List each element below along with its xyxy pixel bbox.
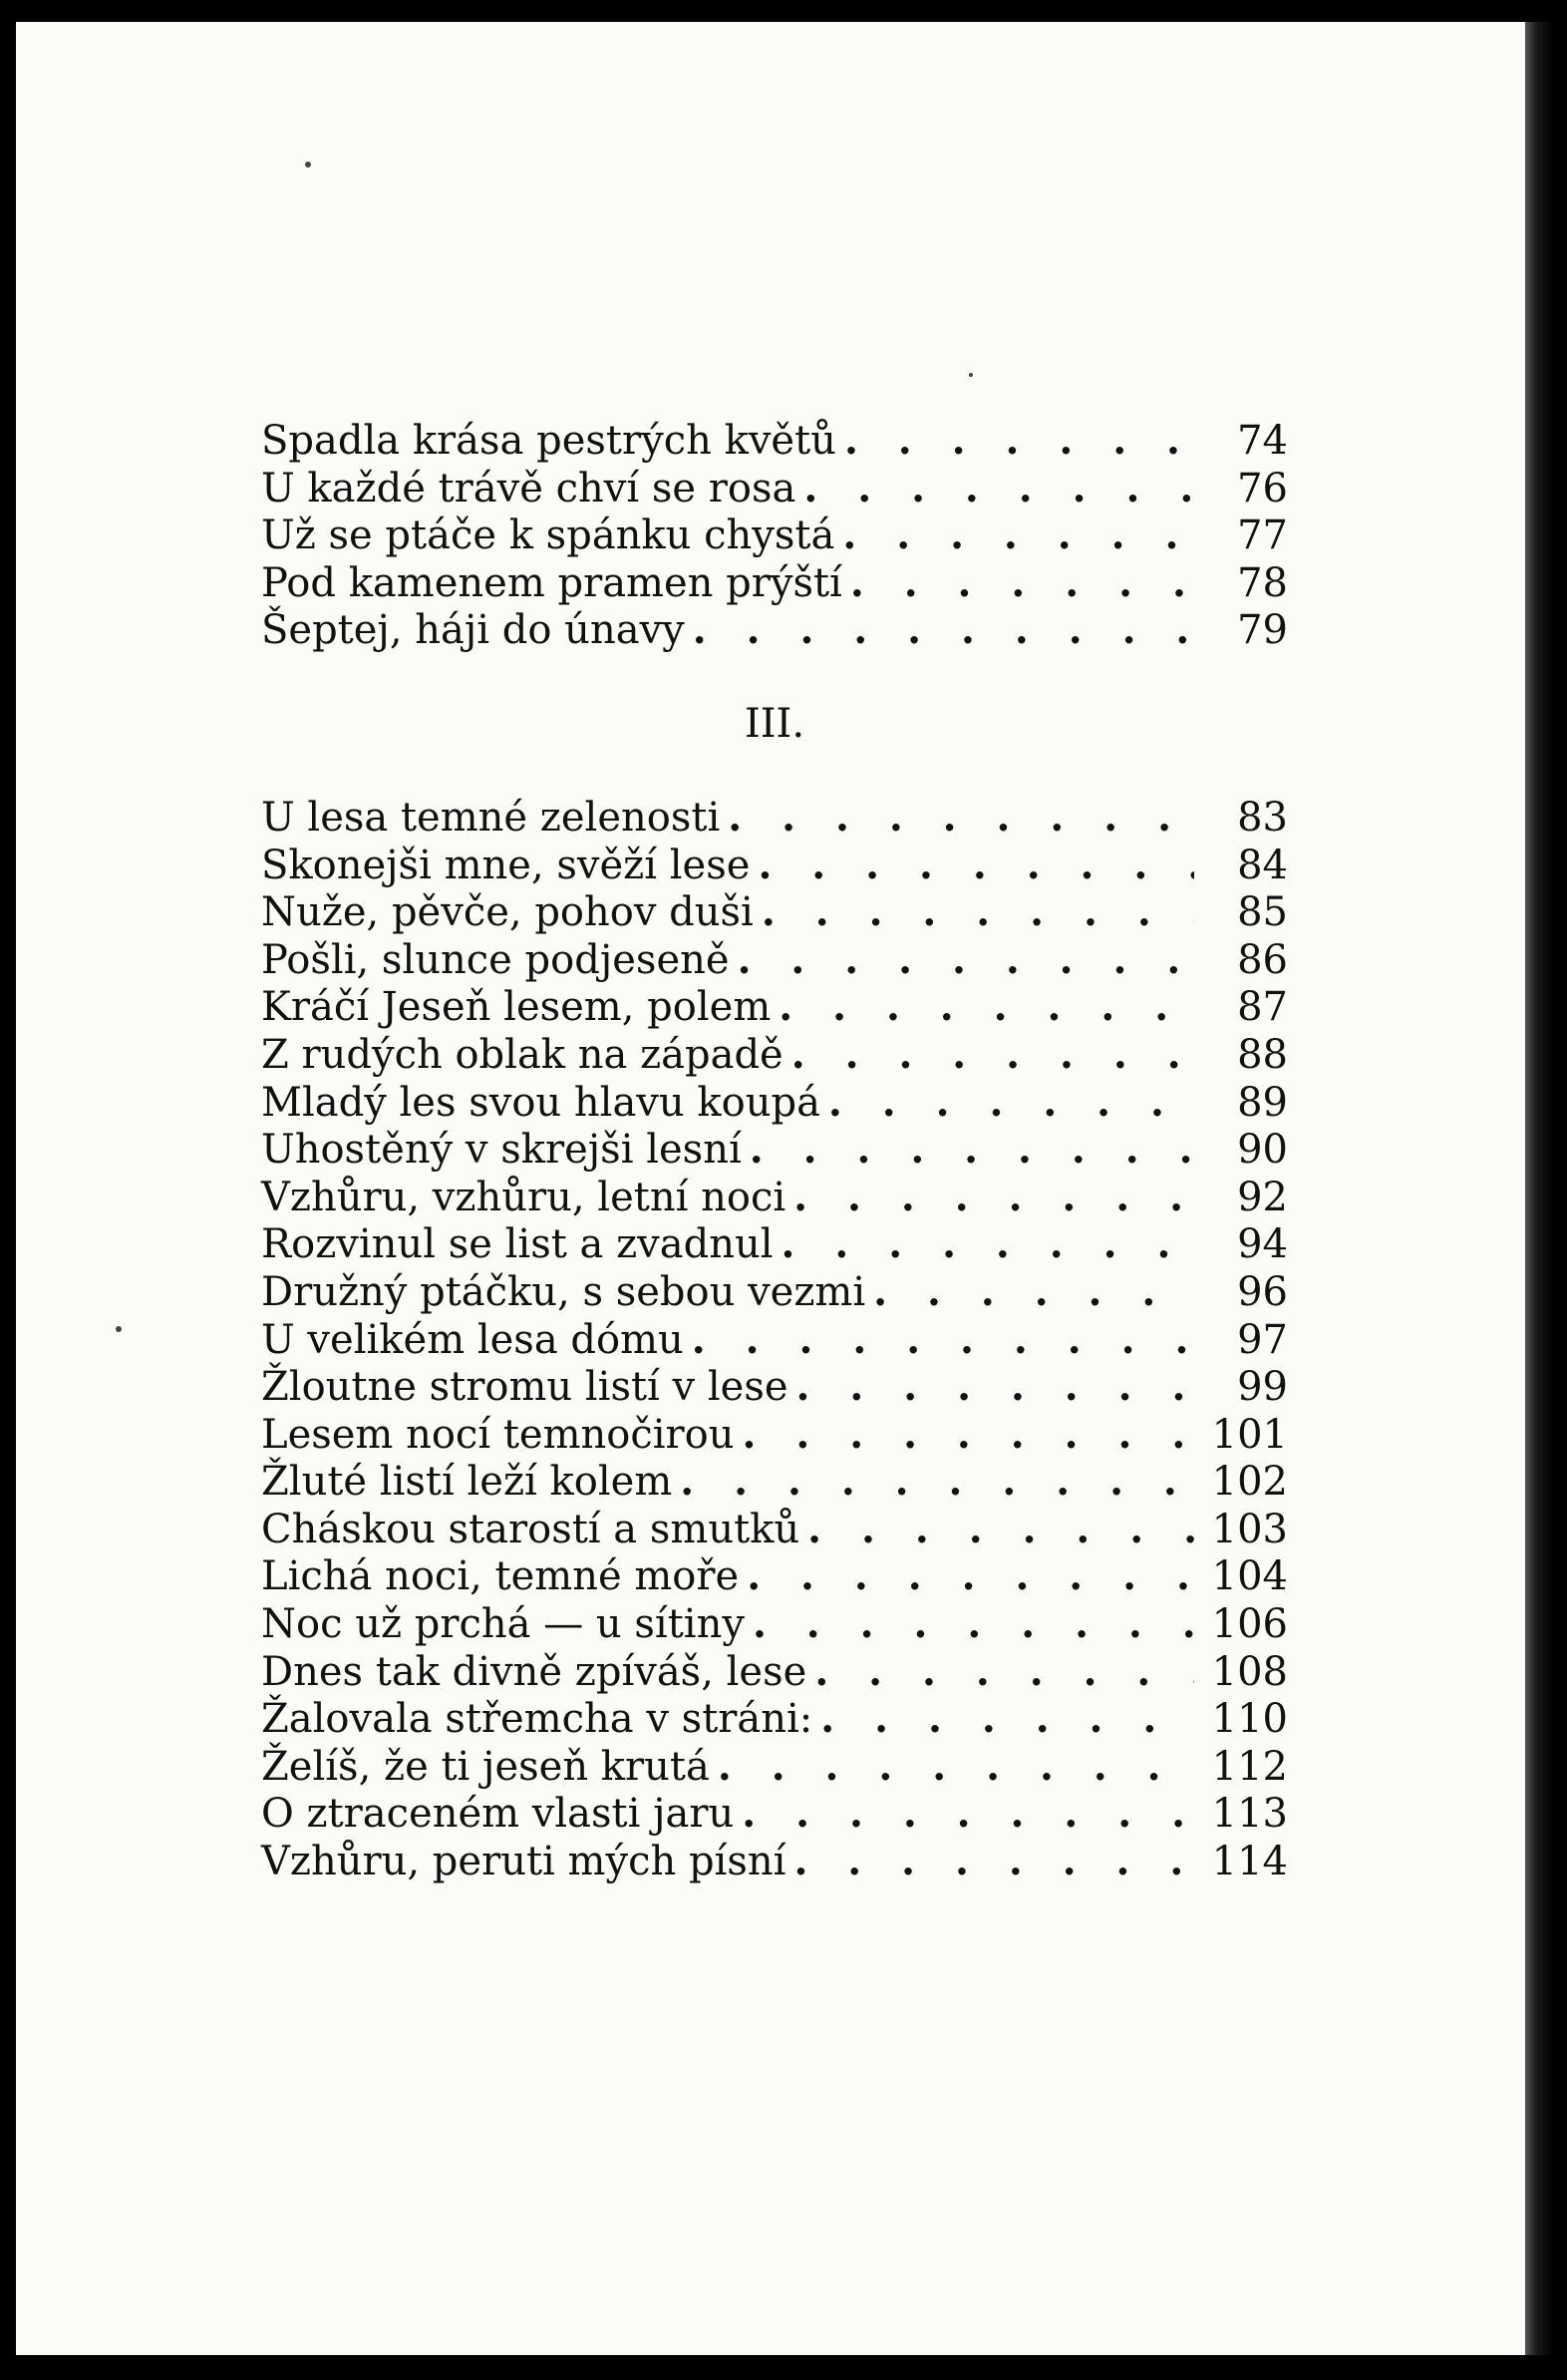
toc-entry-page: 113 [1211, 1791, 1288, 1838]
dot-leader [850, 559, 1194, 607]
dot-leader [692, 1316, 1194, 1364]
toc-entry-title: Lesem nocí temnočirou [261, 1411, 735, 1458]
toc-entry [261, 465, 1288, 512]
toc-entry-title: U velikém lesa dómu [261, 1316, 684, 1363]
dot-leader [814, 1648, 1194, 1696]
toc-entry-title: Kráčí Jeseň lesem, polem [261, 984, 772, 1031]
toc-entry-page: 87 [1237, 984, 1288, 1031]
toc-entry-title: Žloutne stromu listí v lese [261, 1364, 788, 1411]
dot-leader [738, 936, 1194, 984]
toc-entry-title: Pošli, slunce podjeseně [261, 936, 730, 983]
dot-leader [807, 1506, 1194, 1553]
toc-entry-page: 103 [1211, 1506, 1288, 1552]
toc-group-a [261, 417, 1288, 654]
toc-entry-page: 97 [1237, 1316, 1288, 1363]
dot-leader [747, 1552, 1194, 1600]
toc-entry [261, 1079, 1288, 1127]
toc-entry [261, 511, 1288, 559]
paper-speck [305, 162, 311, 168]
toc-entry [261, 842, 1288, 889]
toc-entry-page: 84 [1237, 842, 1288, 888]
toc-entry [261, 1316, 1288, 1364]
toc-entry-title: Vzhůru, vzhůru, letní noci [261, 1174, 786, 1220]
dot-leader [782, 1220, 1194, 1268]
toc-entry-page: 102 [1211, 1459, 1288, 1506]
toc-entry-title: Spadla krása pestrých květů [261, 418, 836, 464]
toc-entry-page: 106 [1211, 1601, 1288, 1648]
toc-entry-title: U každé trávě chví se rosa [261, 465, 796, 511]
toc-entry [261, 1695, 1288, 1743]
dot-leader [803, 465, 1194, 512]
toc-entry-page: 108 [1211, 1648, 1288, 1695]
toc-entry-title: Šeptej, háji do únavy [261, 607, 685, 654]
toc-entry [261, 1648, 1288, 1696]
dot-leader [793, 1174, 1194, 1221]
toc-entry-title: Uhostěný v skrejši lesní [261, 1127, 742, 1174]
toc-entry [261, 1743, 1288, 1791]
toc-entry [261, 1031, 1288, 1079]
toc-entry-page: 101 [1211, 1411, 1288, 1458]
section-heading: III. [744, 700, 805, 747]
toc-entry [261, 1458, 1288, 1506]
toc-entry-title: Už se ptáče k spánku chystá [261, 512, 835, 559]
toc-entry-page: 76 [1237, 465, 1288, 511]
toc-entry-page: 110 [1211, 1696, 1288, 1743]
dot-leader [753, 1600, 1194, 1648]
dot-leader [742, 1790, 1194, 1838]
toc-entry [261, 1126, 1288, 1174]
dot-leader [743, 1411, 1194, 1459]
dot-leader [842, 511, 1194, 559]
dot-leader [718, 1743, 1194, 1791]
dot-leader [791, 1031, 1194, 1079]
toc-entry [261, 1838, 1288, 1885]
toc-entry [261, 606, 1288, 654]
dot-leader [796, 1363, 1194, 1411]
toc-entry-page: 85 [1237, 889, 1288, 936]
toc-entry-title: Nuže, pěvče, pohov duši [261, 889, 754, 936]
toc-entry-page: 96 [1237, 1268, 1288, 1315]
toc-entry [261, 1600, 1288, 1648]
toc-entry-title: O ztraceném vlasti jaru [261, 1791, 735, 1838]
toc-entry-page: 112 [1211, 1743, 1288, 1790]
dot-leader [728, 794, 1194, 842]
toc-entry-page: 86 [1237, 936, 1288, 983]
toc-entry-title: Rozvinul se list a zvadnul [261, 1221, 774, 1268]
dot-leader [820, 1695, 1194, 1743]
toc-entry-title: Žluté listí leží kolem [261, 1459, 673, 1506]
dot-leader [758, 842, 1194, 889]
toc-entry [261, 983, 1288, 1031]
toc-entry [261, 888, 1288, 936]
toc-entry [261, 1268, 1288, 1316]
toc-entry-title: Z rudých oblak na západě [261, 1031, 784, 1078]
table-of-contents [261, 417, 1288, 1885]
toc-entry-title: Mladý les svou hlavu koupá [261, 1079, 820, 1126]
dot-leader [680, 1458, 1194, 1506]
dot-leader [693, 606, 1194, 654]
toc-entry-page: 88 [1237, 1031, 1288, 1078]
toc-entry [261, 936, 1288, 984]
dot-leader [779, 983, 1194, 1031]
toc-entry-page: 114 [1211, 1839, 1288, 1885]
toc-entry-page: 90 [1237, 1127, 1288, 1174]
book-edge-shadow [1525, 22, 1553, 2355]
toc-entry [261, 1220, 1288, 1268]
dot-leader [844, 417, 1194, 465]
toc-entry [261, 1174, 1288, 1221]
toc-entry-page: 77 [1237, 512, 1288, 559]
toc-entry [261, 1552, 1288, 1600]
toc-entry-title: Dnes tak divně zpíváš, lese [261, 1648, 807, 1695]
dot-leader [750, 1126, 1194, 1174]
toc-entry-page: 104 [1211, 1553, 1288, 1600]
toc-entry-title: Pod kamenem pramen prýští [261, 559, 842, 606]
dot-leader [793, 1838, 1194, 1885]
toc-entry-page: 83 [1237, 794, 1288, 841]
dot-leader [828, 1079, 1194, 1127]
toc-entry [261, 794, 1288, 842]
toc-entry-page: 99 [1237, 1364, 1288, 1411]
paper-speck [116, 1326, 122, 1332]
toc-entry-title: Lichá noci, temné moře [261, 1553, 740, 1600]
toc-entry-title: Družný ptáčku, s sebou vezmi [261, 1268, 866, 1315]
toc-entry [261, 1790, 1288, 1838]
toc-entry-title: Žalovala střemcha v stráni: [261, 1696, 813, 1743]
toc-entry-title: Vzhůru, peruti mých písní [261, 1839, 786, 1885]
toc-entry-page: 79 [1237, 607, 1288, 654]
toc-entry-page: 94 [1237, 1221, 1288, 1268]
toc-entry-title: Noc už prchá — u sítiny [261, 1601, 745, 1648]
dot-leader [762, 888, 1194, 936]
toc-entry-page: 92 [1237, 1174, 1288, 1220]
toc-entry-title: Skonejši mne, svěží lese [261, 842, 751, 888]
toc-entry-page: 78 [1237, 559, 1288, 606]
dot-leader [873, 1268, 1194, 1316]
toc-entry [261, 1363, 1288, 1411]
toc-entry [261, 1506, 1288, 1553]
paper-speck [969, 373, 973, 377]
toc-entry [261, 1411, 1288, 1459]
toc-entry-title: Cháskou starostí a smutků [261, 1506, 800, 1552]
toc-entry-page: 89 [1237, 1079, 1288, 1126]
toc-group-b [261, 794, 1288, 1885]
toc-entry-title: U lesa temné zelenosti [261, 794, 721, 841]
toc-entry-title: Želíš, že ti jeseň krutá [261, 1743, 710, 1790]
toc-entry [261, 559, 1288, 607]
toc-entry [261, 417, 1288, 465]
toc-entry-page: 74 [1237, 418, 1288, 464]
